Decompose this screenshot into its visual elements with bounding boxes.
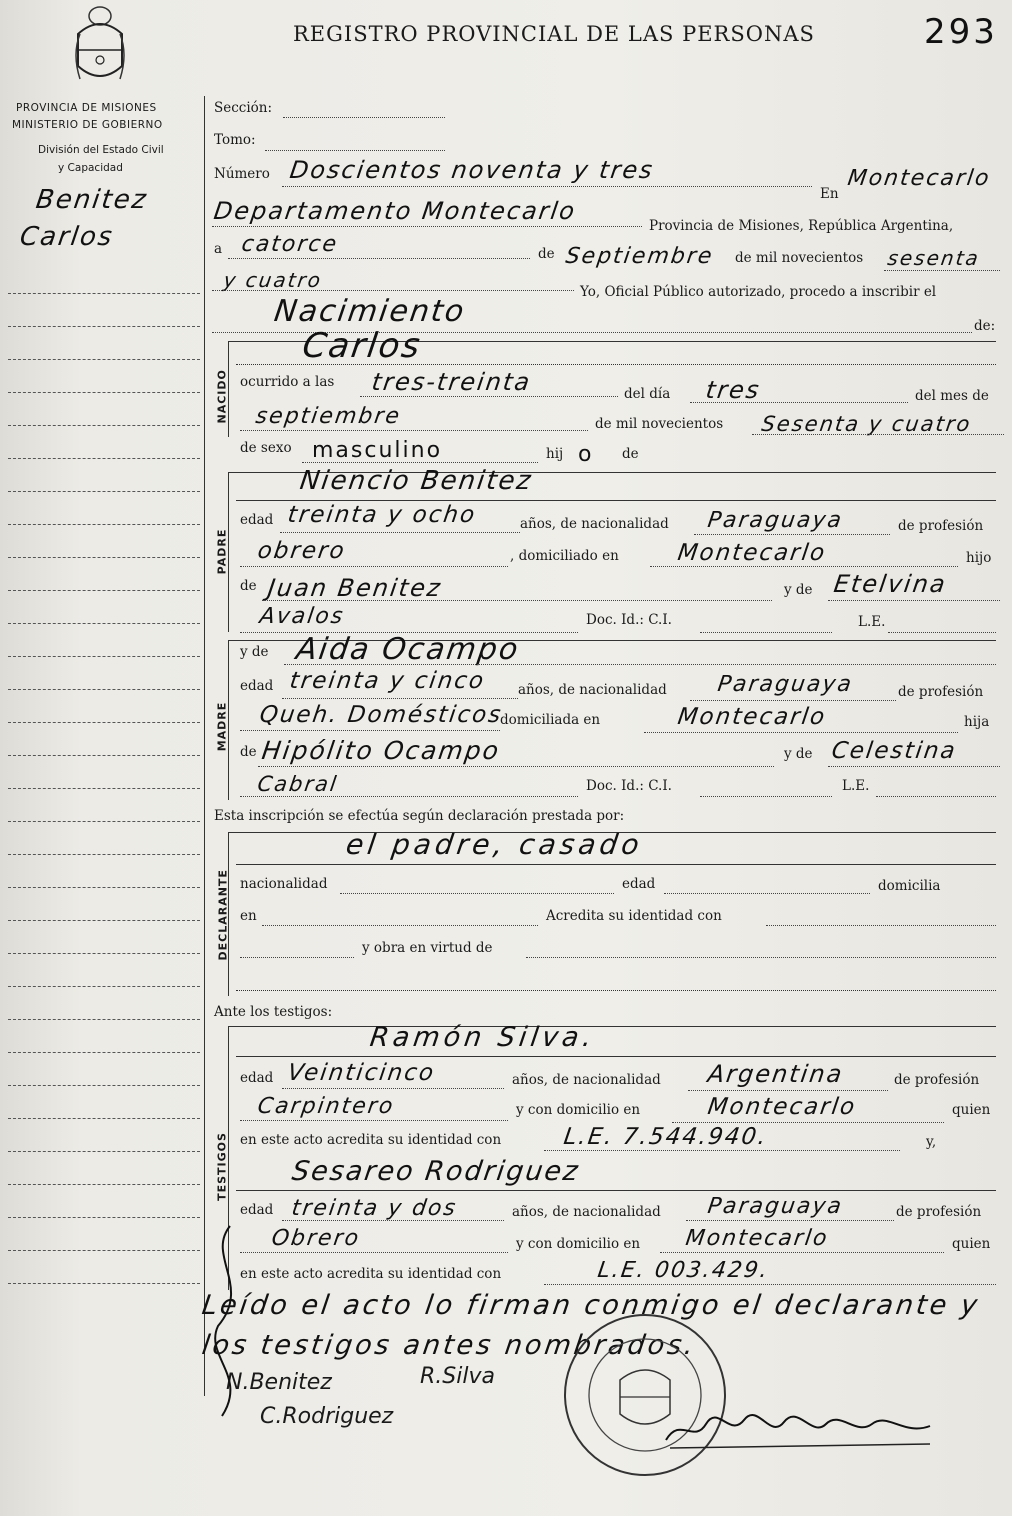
padre-edad-value: treinta y ocho — [286, 502, 478, 528]
en-label: En — [820, 186, 839, 202]
margin-surname: Benitez — [34, 185, 150, 215]
departamento-value: Departamento Montecarlo — [212, 197, 579, 225]
mil-novecientos-text: de mil novecientos — [735, 250, 864, 266]
anio-inscripcion-value-2: y cuatro — [222, 268, 324, 292]
abuela-paterna-value: Etelvina — [832, 570, 949, 598]
folio-number: 293 — [924, 12, 998, 52]
testigo2-nacionalidad-value: Paraguaya — [706, 1194, 845, 1219]
madre-domicilio-value: Montecarlo — [676, 704, 828, 730]
provincia-text: Provincia de Misiones, República Argentina, — [649, 218, 954, 234]
madre-domicilio-label: domiciliada en — [500, 712, 601, 728]
acto-value: Nacimiento — [272, 294, 468, 329]
testigo1-domicilio-value: Montecarlo — [706, 1094, 858, 1120]
padre-profesion-value: obrero — [256, 538, 348, 564]
declaracion-text: Esta inscripción se efectúa según declaración prestada por: — [214, 808, 625, 824]
madre-de-label: de — [240, 744, 257, 760]
anio-inscripcion-value: sesenta — [886, 246, 982, 270]
de-colon-label: de: — [974, 318, 996, 334]
testigo2-documento-value: L.E. 003.429. — [596, 1258, 771, 1283]
madre-le-label: L.E. — [842, 778, 870, 794]
hora-value: tres-treinta — [370, 368, 534, 396]
madre-edad-value: treinta y cinco — [288, 668, 487, 694]
del-mes-label: del mes de — [915, 388, 989, 404]
testigo2-anios-label: años, de nacionalidad — [512, 1204, 661, 1220]
testigo1-acredita-label: en este acto acredita su identidad con — [240, 1132, 502, 1148]
madre-hija-label: hija — [964, 714, 990, 730]
numero-label: Número — [214, 166, 270, 182]
testigo2-edad-value: treinta y dos — [290, 1196, 459, 1221]
margin-name: Carlos — [18, 222, 116, 252]
abuelo-paterno-value: Juan Benitez — [266, 574, 444, 602]
testigo1-documento-value: L.E. 7.544.940. — [562, 1124, 770, 1150]
padre-domicilio-label: , domiciliado en — [510, 548, 619, 564]
testigo1-quien-label: quien — [952, 1102, 991, 1118]
testigo2-profesion-label: de profesión — [896, 1204, 982, 1220]
abuelo-materno-value: Hipólito Ocampo — [260, 736, 503, 765]
signature-witness-1: R.Silva — [420, 1364, 495, 1389]
madre-nombre: Aida Ocampo — [294, 632, 522, 667]
madre-anios-label: años, de nacionalidad — [518, 682, 667, 698]
a-label: a — [214, 241, 223, 257]
madre-profesion-value: Queh. Domésticos — [258, 702, 505, 728]
declarante-obra-label: y obra en virtud de — [362, 940, 493, 956]
official-seal-icon — [560, 1310, 730, 1480]
province-label: PROVINCIA DE MISIONES — [16, 102, 157, 114]
padre-doc-label: Doc. Id.: C.I. — [586, 612, 672, 628]
declarante-section-label: DECLARANTE — [216, 869, 230, 961]
madre-section-label: MADRE — [215, 701, 229, 752]
padre-anios-label: años, de nacionalidad — [520, 516, 669, 532]
ministry-label: MINISTERIO DE GOBIERNO — [12, 119, 163, 131]
testigo1-domicilio-label: y con domicilio en — [516, 1102, 641, 1118]
padre-section-label: PADRE — [215, 528, 229, 575]
document-title: REGISTRO PROVINCIAL DE LAS PERSONAS — [293, 22, 815, 46]
padre-hijo-label: hijo — [966, 550, 992, 566]
declarante-en-label: en — [240, 908, 257, 924]
testigos-intro: Ante los testigos: — [214, 1004, 333, 1020]
tomo-label: Tomo: — [214, 132, 256, 148]
hij-label: hij — [546, 446, 564, 462]
mes-inscripcion-value: Septiembre — [564, 244, 716, 269]
testigo2-profesion-value: Obrero — [270, 1226, 362, 1251]
testigo2-edad-label: edad — [240, 1202, 274, 1218]
testigo1-nombre: Ramón Silva. — [368, 1022, 598, 1053]
padre-nacionalidad-value: Paraguaya — [706, 508, 845, 533]
sexo-value: masculino — [312, 438, 443, 463]
nacido-section-label: NACIDO — [215, 369, 229, 424]
padre-nombre: Niencio Benitez — [298, 466, 535, 496]
padre-yde-label: y de — [784, 582, 813, 598]
ocurrido-label: ocurrido a las — [240, 374, 335, 390]
mil-nacimiento-label: de mil novecientos — [595, 416, 724, 432]
testigo2-quien-label: quien — [952, 1236, 991, 1252]
seccion-label: Sección: — [214, 100, 273, 116]
de-padres-label: de — [622, 446, 639, 462]
declarante-domicilia-label: domicilia — [878, 878, 941, 894]
testigo1-edad-value: Veinticinco — [286, 1060, 437, 1086]
closing-line-2: los testigos antes nombrados. — [200, 1330, 699, 1361]
abuela-materna-value: Celestina — [830, 738, 959, 764]
abuela-paterna-apellido: Avalos — [258, 604, 347, 629]
official-signature-icon — [660, 1404, 940, 1454]
flourish-icon — [200, 1216, 270, 1426]
padre-edad-label: edad — [240, 512, 274, 528]
hij-suffix: o — [578, 442, 594, 467]
testigo2-domicilio-value: Montecarlo — [684, 1226, 831, 1251]
declarante-nacionalidad-label: nacionalidad — [240, 876, 328, 892]
padre-le-label: L.E. — [858, 614, 886, 630]
de-label: de — [538, 246, 555, 262]
coat-of-arms-icon — [70, 4, 130, 94]
padre-profesion-label: de profesión — [898, 518, 984, 534]
madre-edad-label: edad — [240, 678, 274, 694]
testigo2-nombre: Sesareo Rodriguez — [290, 1156, 582, 1187]
testigo1-anios-label: años, de nacionalidad — [512, 1072, 661, 1088]
testigo2-domicilio-label: y con domicilio en — [516, 1236, 641, 1252]
madre-yde2-label: y de — [784, 746, 813, 762]
declarante-value: el padre, casado — [344, 828, 645, 861]
madre-profesion-label: de profesión — [898, 684, 984, 700]
capacity-label: y Capacidad — [58, 162, 123, 174]
testigo1-profesion-value: Carpintero — [256, 1094, 397, 1119]
sexo-label: de sexo — [240, 440, 292, 456]
dia-inscripcion-value: catorce — [240, 232, 340, 257]
madre-nacionalidad-value: Paraguaya — [716, 672, 855, 697]
testigo1-nacionalidad-value: Argentina — [706, 1060, 846, 1088]
abuela-materna-apellido: Cabral — [256, 772, 340, 796]
testigo1-y-label: y, — [926, 1134, 937, 1150]
testigo1-edad-label: edad — [240, 1070, 274, 1086]
anio-nacimiento-value: Sesenta y cuatro — [760, 412, 974, 436]
madre-yde-label: y de — [240, 644, 269, 660]
signature-witness-2: C.Rodriguez — [260, 1404, 394, 1429]
dia-nacimiento-value: tres — [704, 376, 763, 404]
declarante-acredita-label: Acredita su identidad con — [546, 908, 722, 924]
division-label: División del Estado Civil — [38, 144, 164, 156]
del-dia-label: del día — [624, 386, 671, 402]
localidad-value: Montecarlo — [846, 166, 993, 191]
testigos-section-label: TESTIGOS — [215, 1132, 229, 1201]
oficial-text: Yo, Oficial Público autorizado, procedo a inscribir el — [580, 284, 937, 300]
madre-doc-label: Doc. Id.: C.I. — [586, 778, 672, 794]
testigo2-acredita-label: en este acto acredita su identidad con — [240, 1266, 502, 1282]
padre-de-label: de — [240, 578, 257, 594]
closing-line-1: Leído el acto lo firman conmigo el declarante y — [200, 1290, 983, 1321]
testigo1-profesion-label: de profesión — [894, 1072, 980, 1088]
nacido-nombre: Carlos — [300, 326, 425, 366]
numero-value: Doscientos noventa y tres — [288, 156, 656, 184]
declarante-edad-label: edad — [622, 876, 656, 892]
mes-nacimiento-value: septiembre — [254, 404, 403, 429]
padre-domicilio-value: Montecarlo — [676, 540, 828, 566]
signature-father: N.Benitez — [226, 1370, 332, 1395]
